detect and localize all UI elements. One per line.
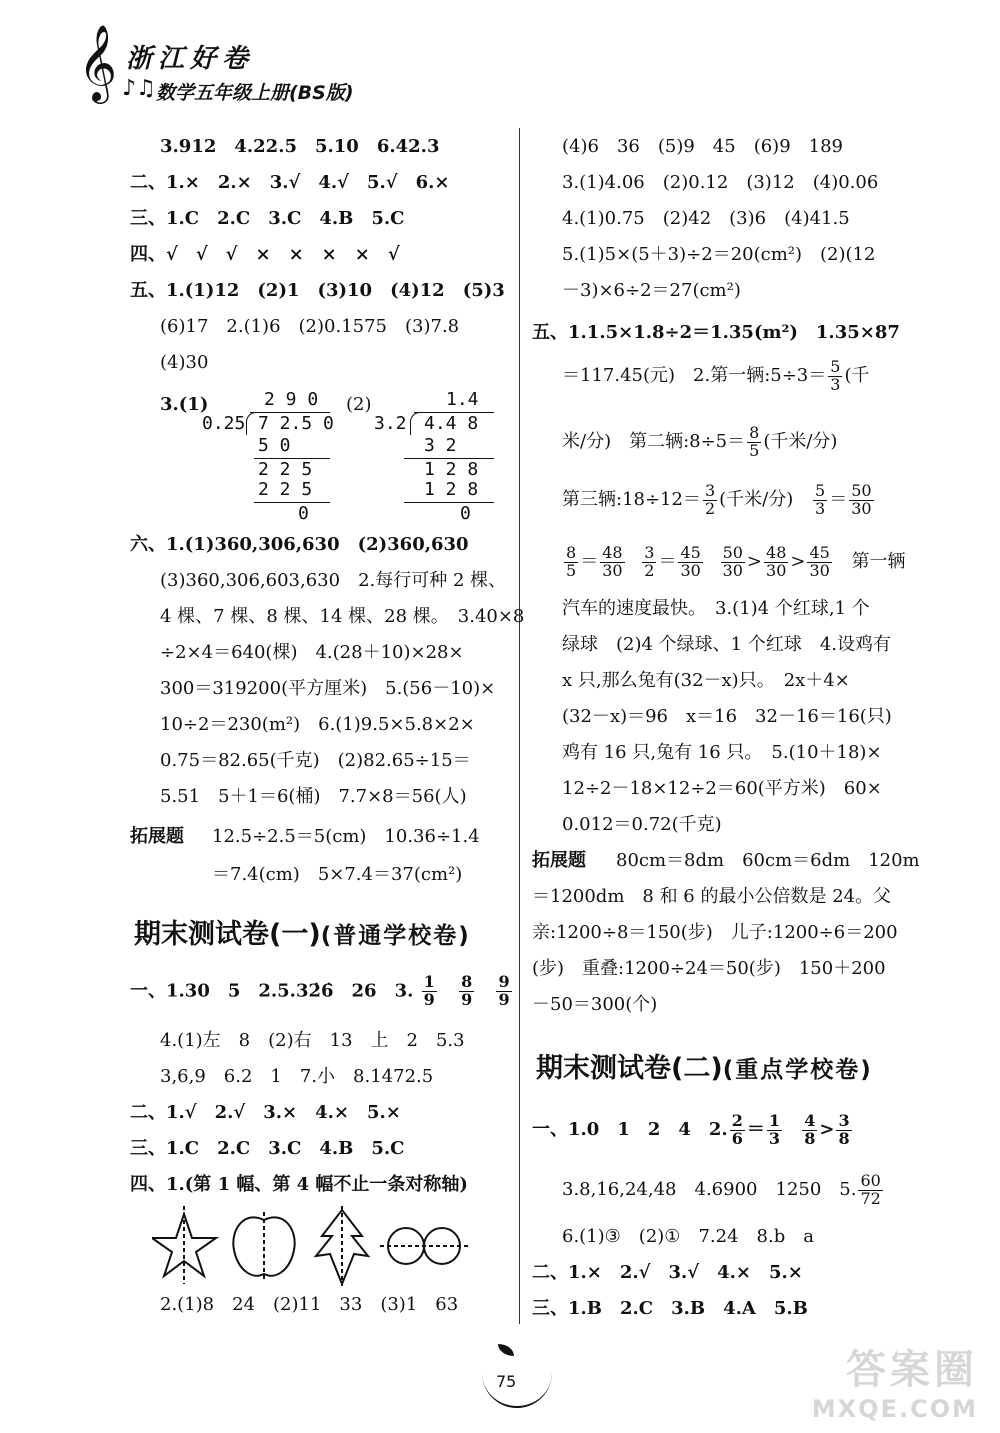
- answer-line: 3.912 4.22.5 5.10 6.42.3: [160, 136, 440, 157]
- remainder: 0: [460, 503, 471, 524]
- answer-line: [130, 974, 514, 1009]
- answer-line: 二、1.× 2.× 3.√ 4.√ 5.√ 6.×: [130, 172, 450, 193]
- answer-line: [532, 1108, 854, 1152]
- page-number: 75: [496, 1372, 517, 1391]
- answer-line: 5.(1)5×(5＋3)÷2＝20(cm²) (2)(12: [562, 244, 876, 265]
- answer-line: 四、1.(第 1 幅、第 4 幅不止一条对称轴): [130, 1174, 468, 1195]
- leaf-figure: [316, 1206, 368, 1286]
- fraction: [459, 974, 474, 1009]
- denominator: 3: [815, 498, 826, 518]
- answer-line: 五、1.1.5×1.8÷2＝1.35(m²) 1.35×87: [532, 322, 900, 343]
- step: 2 2 5: [258, 479, 313, 500]
- column-divider: [519, 128, 520, 1324]
- numerator: 4: [804, 1110, 816, 1130]
- answer-line: 12÷2－18×12÷2＝60(平方米) 60×: [562, 778, 882, 799]
- numerator: 2: [731, 1110, 743, 1130]
- brand-title: 浙江好卷: [126, 44, 255, 74]
- denominator: 30: [602, 560, 623, 580]
- denominator: 30: [766, 560, 787, 580]
- fraction: [747, 422, 761, 460]
- fraction: [730, 1110, 745, 1148]
- numerator: 5: [815, 480, 826, 500]
- denominator: 72: [860, 1188, 881, 1208]
- numerator: 1: [768, 1110, 780, 1130]
- answer-line: 4 棵、7 棵、8 棵、14 棵、28 棵。 3.40×8: [160, 606, 525, 627]
- answer-text: 一、1.0 1 2 4 2.: [532, 1119, 728, 1140]
- answer-line: －3)×6÷2＝27(cm²): [562, 280, 741, 301]
- title-main: 期末测试卷(一): [134, 919, 321, 950]
- answer-line: (2): [346, 394, 372, 415]
- answer-text: (千米/分): [719, 489, 794, 510]
- equals-sign: ＝: [658, 551, 677, 572]
- music-notes-icon: ♪♫: [122, 76, 156, 101]
- fraction: [849, 480, 873, 518]
- denominator: 9: [498, 989, 510, 1009]
- answer-line: 0.75＝82.65(千克) (2)82.65÷15＝: [160, 750, 471, 771]
- answer-line: 3.(1): [160, 394, 209, 415]
- title-sub: (普通学校卷): [320, 923, 471, 949]
- answer-line: [562, 478, 876, 522]
- section-title: [134, 912, 471, 951]
- title-main: 期末测试卷(二): [536, 1053, 723, 1084]
- denominator: 30: [851, 498, 872, 518]
- answer-line: (步) 重叠:1200÷24＝50(步) 150＋200: [532, 958, 886, 979]
- remainder: 0: [298, 503, 309, 524]
- denominator: 3: [768, 1128, 780, 1148]
- apple-figure: [233, 1212, 294, 1282]
- denominator: 9: [423, 989, 435, 1009]
- answer-line: 3,6,9 6.2 1 7.小 8.1472.5: [160, 1066, 434, 1087]
- answer-text: 第三辆:18÷12＝: [562, 489, 701, 510]
- answer-line: (6)17 2.(1)6 (2)0.1575 (3)7.8: [160, 316, 460, 337]
- numerator: 50: [722, 542, 743, 562]
- fraction: [858, 1170, 882, 1208]
- watermark-url: MXQE.COM: [811, 1395, 978, 1423]
- answer-line: [562, 540, 906, 584]
- answer-line: x 只,那么兔有(32－x)只。 2x＋4×: [562, 670, 850, 691]
- section-label: 拓展题: [130, 826, 184, 847]
- denominator: 2: [644, 560, 655, 580]
- answer-line: ＝7.4(cm) 5×7.4＝37(cm²): [212, 864, 463, 885]
- watermark-logo: 答案圈: [846, 1347, 978, 1393]
- answer-line: 二、1.√ 2.√ 3.× 4.× 5.×: [130, 1102, 401, 1123]
- section-label: 拓展题: [532, 850, 586, 871]
- fraction: [828, 356, 842, 394]
- answer-line: 6.(1)③ (2)① 7.24 8.b a: [562, 1226, 814, 1247]
- step: 1 2 8: [424, 459, 479, 480]
- denominator: 5: [566, 560, 577, 580]
- fraction: [807, 542, 831, 580]
- treble-clef-icon: 𝄞: [78, 24, 118, 101]
- fraction: [802, 1110, 817, 1148]
- page-number-ornament: [482, 1360, 552, 1408]
- answer-line: 80cm＝8dm 60cm＝6dm 120m: [616, 850, 920, 871]
- answer-text: (千米/分): [763, 431, 838, 452]
- greater-than-sign: >: [746, 551, 763, 572]
- numerator: 9: [498, 972, 510, 991]
- answer-line: 300＝319200(平方厘米) 5.(56－10)×: [160, 678, 496, 699]
- denominator: 3: [830, 374, 841, 394]
- star-figure: [152, 1206, 216, 1284]
- answer-text: (千: [844, 365, 870, 386]
- answer-line: 4.(1)左 8 (2)右 13 上 2 5.3: [160, 1030, 465, 1051]
- denominator: 30: [722, 560, 743, 580]
- answer-line: 12.5÷2.5＝5(cm) 10.36÷1.4: [212, 826, 480, 847]
- answer-line: －50＝300(个): [532, 994, 658, 1015]
- answer-line: 2.(1)8 24 (2)11 33 (3)1 63: [160, 1294, 459, 1315]
- answer-line: (32－x)＝96 x＝16 32－16＝16(只): [562, 706, 892, 727]
- fraction: [721, 542, 745, 580]
- fraction: [564, 542, 578, 580]
- long-division-1: [202, 389, 342, 524]
- equals-sign: ＝: [580, 551, 599, 572]
- book-header: [78, 24, 378, 120]
- answer-text: 米/分) 第二辆:8÷5＝: [562, 431, 746, 452]
- numerator: 50: [851, 480, 872, 500]
- fraction: [764, 542, 788, 580]
- divisor: 0.25: [202, 413, 246, 434]
- answer-line: 鸡有 16 只,兔有 16 只。 5.(10＋18)×: [562, 742, 882, 763]
- step: 3 2: [424, 435, 457, 456]
- answer-text: 一、1.30 5 2.5.32̇6̇ 26 3.: [130, 980, 414, 1002]
- answer-line: [562, 354, 869, 398]
- dividend: 7 2.5 0: [258, 413, 334, 434]
- denominator: 9: [461, 989, 473, 1009]
- fraction: [422, 974, 437, 1009]
- step: 1 2 8: [424, 479, 479, 500]
- double-circle-figure: [380, 1228, 470, 1264]
- leaf-icon: [498, 1344, 514, 1356]
- numerator: 45: [809, 542, 830, 562]
- numerator: 8: [749, 422, 760, 442]
- fraction: [642, 542, 656, 580]
- answer-line: 4.(1)0.75 (2)42 (3)6 (4)41.5: [562, 208, 850, 229]
- answer-line: 二、1.× 2.√ 3.√ 4.× 5.×: [532, 1262, 803, 1283]
- denominator: 30: [809, 560, 830, 580]
- fraction: [767, 1110, 782, 1148]
- quotient: 1.4: [446, 389, 479, 410]
- answer-line: 三、1.B 2.C 3.B 4.A 5.B: [532, 1298, 808, 1319]
- answer-text: 第一辆: [851, 551, 906, 572]
- equals-sign: ＝: [746, 1119, 765, 1140]
- numerator: 1: [423, 972, 435, 991]
- greater-than-sign: >: [819, 1119, 835, 1140]
- fraction: [813, 480, 827, 518]
- long-division-2: [374, 389, 504, 524]
- answer-line: 汽车的速度最快。 3.(1)4 个红球,1 个: [562, 598, 870, 619]
- numerator: 48: [602, 542, 623, 562]
- denominator: 8: [804, 1128, 816, 1148]
- section-title: [536, 1046, 873, 1085]
- answer-line: ＝1200dm 8 和 6 的最小公倍数是 24。父: [532, 886, 892, 907]
- denominator: 2: [704, 498, 716, 518]
- divisor: 3.2: [374, 413, 407, 434]
- step: 2 2 5: [258, 459, 313, 480]
- answer-line: [562, 1168, 885, 1212]
- fraction: [703, 480, 717, 518]
- numerator: 8: [566, 542, 577, 562]
- answer-line: (4)6 36 (5)9 45 (6)9 189: [562, 136, 844, 157]
- numerator: 5: [830, 356, 841, 376]
- fraction: [600, 542, 624, 580]
- answer-line: ÷2×4＝640(棵) 4.(28＋10)×28×: [160, 642, 464, 663]
- denominator: 5: [749, 440, 760, 460]
- numerator: 45: [680, 542, 701, 562]
- answer-line: [562, 420, 837, 464]
- denominator: 8: [838, 1128, 850, 1148]
- equals-sign: ＝: [829, 489, 848, 510]
- numerator: 60: [860, 1170, 881, 1190]
- fraction: [496, 974, 511, 1009]
- numerator: 3: [644, 542, 655, 562]
- fraction: [678, 542, 702, 580]
- watermark: [812, 1338, 978, 1423]
- denominator: 6: [731, 1128, 743, 1148]
- title-sub: (重点学校卷): [722, 1057, 873, 1083]
- fraction: [836, 1110, 851, 1148]
- numerator: 3: [838, 1110, 850, 1130]
- answer-line: 三、1.C 2.C 3.C 4.B 5.C: [130, 208, 405, 229]
- numerator: 8: [461, 972, 473, 991]
- book-subtitle: 数学五年级上册(BS版): [156, 82, 354, 104]
- greater-than-sign: >: [790, 551, 806, 572]
- answer-line: 三、1.C 2.C 3.C 4.B 5.C: [130, 1138, 405, 1159]
- denominator: 30: [680, 560, 701, 580]
- step: 5 0: [258, 435, 291, 456]
- numerator: 48: [766, 542, 787, 562]
- answer-line: 5.51 5＋1＝6(桶) 7.7×8＝56(人): [160, 786, 467, 807]
- symmetry-figures: [152, 1206, 482, 1286]
- answer-text: ＝117.45(元) 2.第一辆:5÷3＝: [562, 365, 827, 386]
- answer-line: 0.012＝0.72(千克): [562, 814, 722, 835]
- answer-line: 10÷2＝230(m²) 6.(1)9.5×5.8×2×: [160, 714, 475, 735]
- answer-line: 四、√ √ √ × × × × √: [130, 244, 400, 265]
- answer-line: 绿球 (2)4 个绿球、1 个红球 4.设鸡有: [562, 634, 892, 655]
- dividend: 4.4 8: [424, 413, 479, 434]
- answer-line: 五、1.(1)12 (2)1 (3)10 (4)12 (5)3: [130, 280, 505, 301]
- answer-line: (4)30: [160, 352, 209, 373]
- answer-line: (3)360,306,603,630 2.每行可种 2 棵、: [160, 570, 507, 591]
- answer-text: 3.8,16,24,48 4.6900 1250 5.: [562, 1179, 857, 1200]
- numerator: 3: [704, 480, 716, 500]
- answer-line: 3.(1)4.06 (2)0.12 (3)12 (4)0.06: [562, 172, 879, 193]
- quotient: 2 9 0: [264, 389, 319, 410]
- answer-line: 六、1.(1)360,306,630 (2)360,630: [130, 534, 469, 555]
- answer-line: 亲:1200÷8＝150(步) 儿子:1200÷6＝200: [532, 922, 898, 943]
